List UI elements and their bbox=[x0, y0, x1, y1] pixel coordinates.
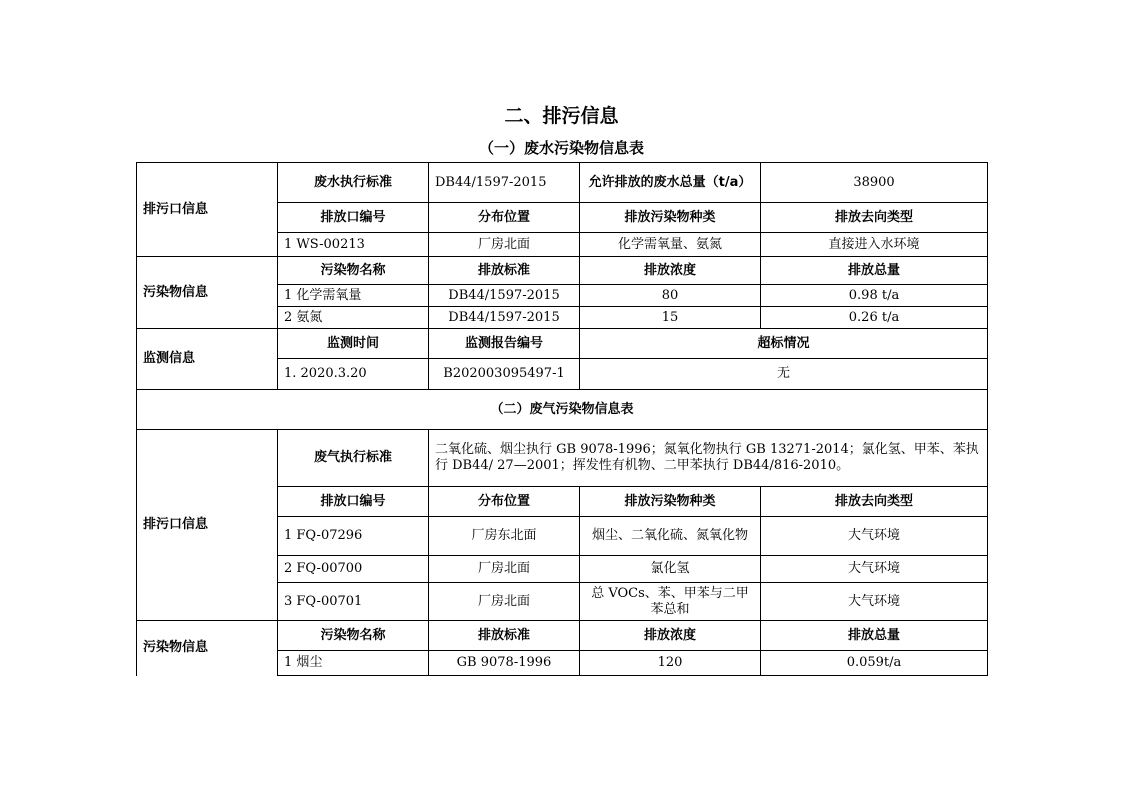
section-label-water-outlet: 排污口信息 bbox=[137, 163, 278, 257]
column-header: 分布位置 bbox=[429, 487, 580, 517]
column-header: 排放去向类型 bbox=[761, 203, 988, 233]
table-cell: 氯化氢 bbox=[580, 556, 761, 583]
pollution-info-table bbox=[136, 162, 988, 676]
table-row bbox=[137, 390, 988, 430]
column-header: 污染物名称 bbox=[278, 621, 429, 651]
column-header: 分布位置 bbox=[429, 203, 580, 233]
table-cell: 大气环境 bbox=[761, 556, 988, 583]
table-cell: 0.98 t/a bbox=[761, 285, 988, 307]
table-cell: 化学需氧量、氨氮 bbox=[580, 233, 761, 257]
column-header: 排放浓度 bbox=[580, 621, 761, 651]
section-label-gas-pollutant: 污染物信息 bbox=[137, 621, 278, 676]
page-title: 二、排污信息 bbox=[504, 105, 619, 127]
column-header: 污染物名称 bbox=[278, 257, 429, 285]
table-cell: 1 化学需氧量 bbox=[278, 285, 429, 307]
waste-gas-table-title: （二）废气污染物信息表 bbox=[137, 390, 988, 430]
wastewater-table-title: （一）废水污染物信息表 bbox=[478, 139, 644, 157]
gas-standard-value: 二氧化硫、烟尘执行 GB 9078-1996；氮氧化物执行 GB 13271-2014；氯化氢、甲苯、苯执行 DB44/ 27—2001；挥发性有机物、二甲苯执行 DB44/816-2010。 bbox=[429, 430, 988, 487]
table-cell: 2 氨氮 bbox=[278, 307, 429, 329]
water-standard-label: 废水执行标准 bbox=[278, 163, 429, 203]
table-cell: 80 bbox=[580, 285, 761, 307]
table-cell: DB44/1597-2015 bbox=[429, 285, 580, 307]
table-cell: 厂房北面 bbox=[429, 556, 580, 583]
table-cell: 0.059t/a bbox=[761, 651, 988, 676]
table-cell: 厂房东北面 bbox=[429, 517, 580, 556]
table-cell: 总 VOCs、苯、甲苯与二甲苯总和 bbox=[580, 583, 761, 621]
section-label-monitoring: 监测信息 bbox=[137, 329, 278, 390]
table-cell: 1 WS-00213 bbox=[278, 233, 429, 257]
column-header: 排放去向类型 bbox=[761, 487, 988, 517]
table-cell: 烟尘、二氧化硫、氮氧化物 bbox=[580, 517, 761, 556]
table-cell: 2 FQ-00700 bbox=[278, 556, 429, 583]
table-cell: 1 烟尘 bbox=[278, 651, 429, 676]
table-cell: 3 FQ-00701 bbox=[278, 583, 429, 621]
column-header: 排放污染物种类 bbox=[580, 487, 761, 517]
column-header: 排放口编号 bbox=[278, 203, 429, 233]
table-cell: 直接进入水环境 bbox=[761, 233, 988, 257]
gas-standard-label: 废气执行标准 bbox=[278, 430, 429, 487]
table-header-row bbox=[137, 621, 988, 651]
table-row bbox=[137, 430, 988, 487]
water-total-label: 允许排放的废水总量（t/a） bbox=[580, 163, 761, 203]
water-total-value: 38900 bbox=[761, 163, 988, 203]
column-header: 监测报告编号 bbox=[429, 329, 580, 359]
column-header: 排放总量 bbox=[761, 257, 988, 285]
table-cell: 1. 2020.3.20 bbox=[278, 359, 429, 390]
table-header-row bbox=[137, 257, 988, 285]
table-cell: 1 FQ-07296 bbox=[278, 517, 429, 556]
column-header: 排放口编号 bbox=[278, 487, 429, 517]
table-row bbox=[137, 163, 988, 203]
section-label-water-pollutant: 污染物信息 bbox=[137, 257, 278, 329]
column-header: 排放污染物种类 bbox=[580, 203, 761, 233]
column-header: 排放总量 bbox=[761, 621, 988, 651]
table-cell: 0.26 t/a bbox=[761, 307, 988, 329]
table-cell: GB 9078-1996 bbox=[429, 651, 580, 676]
table-header-row bbox=[137, 329, 988, 359]
table-cell: 大气环境 bbox=[761, 517, 988, 556]
table-cell: 大气环境 bbox=[761, 583, 988, 621]
table-cell: 无 bbox=[580, 359, 988, 390]
table-cell: 15 bbox=[580, 307, 761, 329]
column-header: 排放浓度 bbox=[580, 257, 761, 285]
water-standard-value: DB44/1597-2015 bbox=[429, 163, 580, 203]
section-label-gas-outlet: 排污口信息 bbox=[137, 430, 278, 621]
table-cell: DB44/1597-2015 bbox=[429, 307, 580, 329]
table-cell: 120 bbox=[580, 651, 761, 676]
table-cell: 厂房北面 bbox=[429, 233, 580, 257]
column-header: 排放标准 bbox=[429, 621, 580, 651]
column-header: 排放标准 bbox=[429, 257, 580, 285]
table-cell: 厂房北面 bbox=[429, 583, 580, 621]
table-cell: B202003095497-1 bbox=[429, 359, 580, 390]
column-header: 监测时间 bbox=[278, 329, 429, 359]
column-header: 超标情况 bbox=[580, 329, 988, 359]
